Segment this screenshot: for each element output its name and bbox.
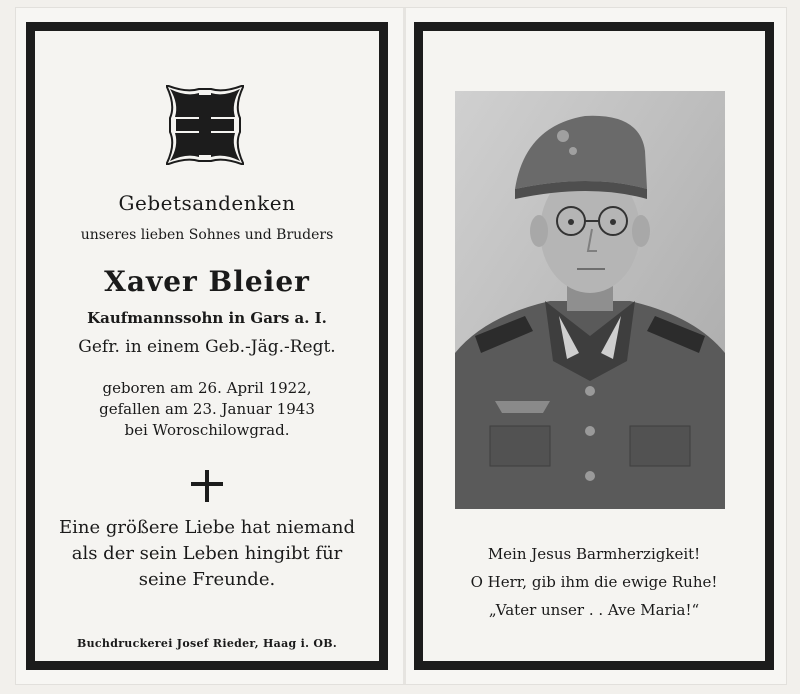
prayer-line-2: O Herr, gib ihm die ewige Ruhe!: [470, 573, 718, 591]
rank-line: Gefr. in einem Geb.-Jäg.-Regt.: [78, 337, 336, 357]
verse-line-1: Eine größere Liebe hat niemand: [59, 517, 355, 538]
right-panel: [414, 22, 774, 670]
printer-credit: Buchdruckerei Josef Rieder, Haag i. OB.: [77, 637, 337, 650]
card-subheading: unseres lieben Sohnes und Bruders: [80, 227, 334, 243]
card-fold: [403, 8, 406, 684]
deceased-name: Xaver Bleier: [104, 265, 310, 298]
birth-date: geboren am 26. April 1922,: [102, 379, 312, 397]
left-panel: [26, 22, 388, 670]
occupation-line: Kaufmannssohn in Gars a. I.: [87, 309, 327, 327]
card-heading: Gebetsandenken: [118, 191, 296, 215]
verse-line-3: seine Freunde.: [138, 569, 276, 590]
iron-cross-icon: [166, 85, 244, 165]
verse-line-2: als der sein Leben hingibt für: [71, 543, 343, 564]
prayer-line-3: „Vater unser . . Ave Maria!“: [488, 601, 700, 619]
prayer-line-1: Mein Jesus Barmherzigkeit!: [487, 545, 701, 563]
soldier-portrait-photo: [455, 91, 725, 509]
latin-cross-icon: [190, 469, 224, 503]
death-place: bei Woroschilowgrad.: [124, 421, 290, 439]
death-date: gefallen am 23. Januar 1943: [99, 400, 315, 418]
